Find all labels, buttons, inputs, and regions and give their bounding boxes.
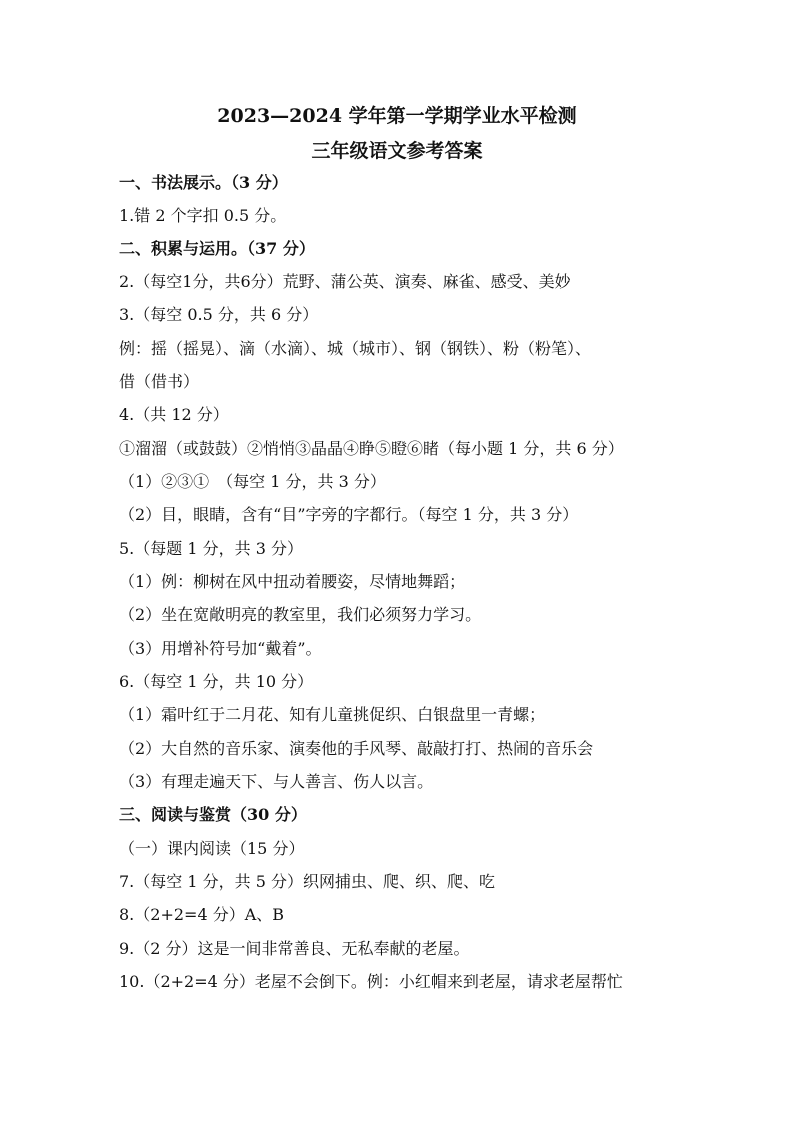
answer-line-4-2: （2）目，眼睛，含有“目”字旁的字都行。（每空 1 分，共 3 分） (119, 505, 579, 524)
answer-line-2: 2.（每空1分，共6分）荒野、蒲公英、演奏、麻雀、感受、美妙 (119, 272, 571, 291)
answer-line-6-1: （1）霜叶红于二月花、知有儿童挑促织、白银盘里一青螺； (119, 705, 546, 724)
page-subtitle: 三年级语文参考答案 (311, 140, 483, 162)
section-heading-accumulation: 二、积累与运用。（37 分） (119, 239, 315, 258)
answer-line-1: 1.错 2 个字扣 0.5 分。 (119, 206, 287, 225)
answer-line-10: 10.（2+2=4 分）老屋不会倒下。例：小红帽来到老屋，请求老屋帮忙 (119, 972, 623, 991)
answer-line-3-example-cont: 借（借书） (119, 372, 200, 391)
answer-line-6-2: （2）大自然的音乐家、演奏他的手风琴、敲敲打打、热闹的音乐会 (119, 739, 594, 758)
answer-line-4-words: ①溜溜（或鼓鼓）②悄悄③晶晶④睁⑤瞪⑥睹（每小题 1 分，共 6 分） (119, 439, 624, 458)
section-heading-reading: 三、阅读与鉴赏（30 分） (119, 805, 307, 824)
answer-line-8: 8.（2+2=4 分）A、B (119, 905, 285, 924)
answer-line-6: 6.（每空 1 分，共 10 分） (119, 672, 314, 691)
answer-line-5-1: （1）例：柳树在风中扭动着腰姿，尽情地舞蹈； (119, 572, 466, 591)
page-title: 2023—2024 学年第一学期学业水平检测 (217, 105, 577, 127)
answer-line-4: 4.（共 12 分） (119, 405, 229, 424)
answer-line-5-3: （3）用增补符号加“戴着”。 (119, 639, 322, 658)
section-heading-calligraphy: 一、书法展示。（3 分） (119, 173, 288, 192)
answer-line-3-example: 例：摇（摇晃）、滴（水滴）、城（城市）、钢（钢铁）、粉（粉笔）、 (119, 339, 592, 358)
answer-line-5-2: （2）坐在宽敞明亮的教室里，我们必须努力学习。 (119, 605, 482, 624)
answer-line-4-1: （1）②③① （每空 1 分，共 3 分） (119, 472, 386, 491)
answer-line-3: 3.（每空 0.5 分，共 6 分） (119, 305, 319, 324)
answer-line-7: 7.（每空 1 分，共 5 分）织网捕虫、爬、织、爬、吃 (119, 872, 495, 891)
subsection-heading-in-class-reading: （一）课内阅读（15 分） (119, 839, 305, 858)
answer-line-5: 5.（每题 1 分，共 3 分） (119, 539, 303, 558)
answer-line-9: 9.（2 分）这是一间非常善良、无私奉献的老屋。 (119, 939, 470, 958)
answer-line-6-3: （3）有理走遍天下、与人善言、伤人以言。 (119, 772, 434, 791)
